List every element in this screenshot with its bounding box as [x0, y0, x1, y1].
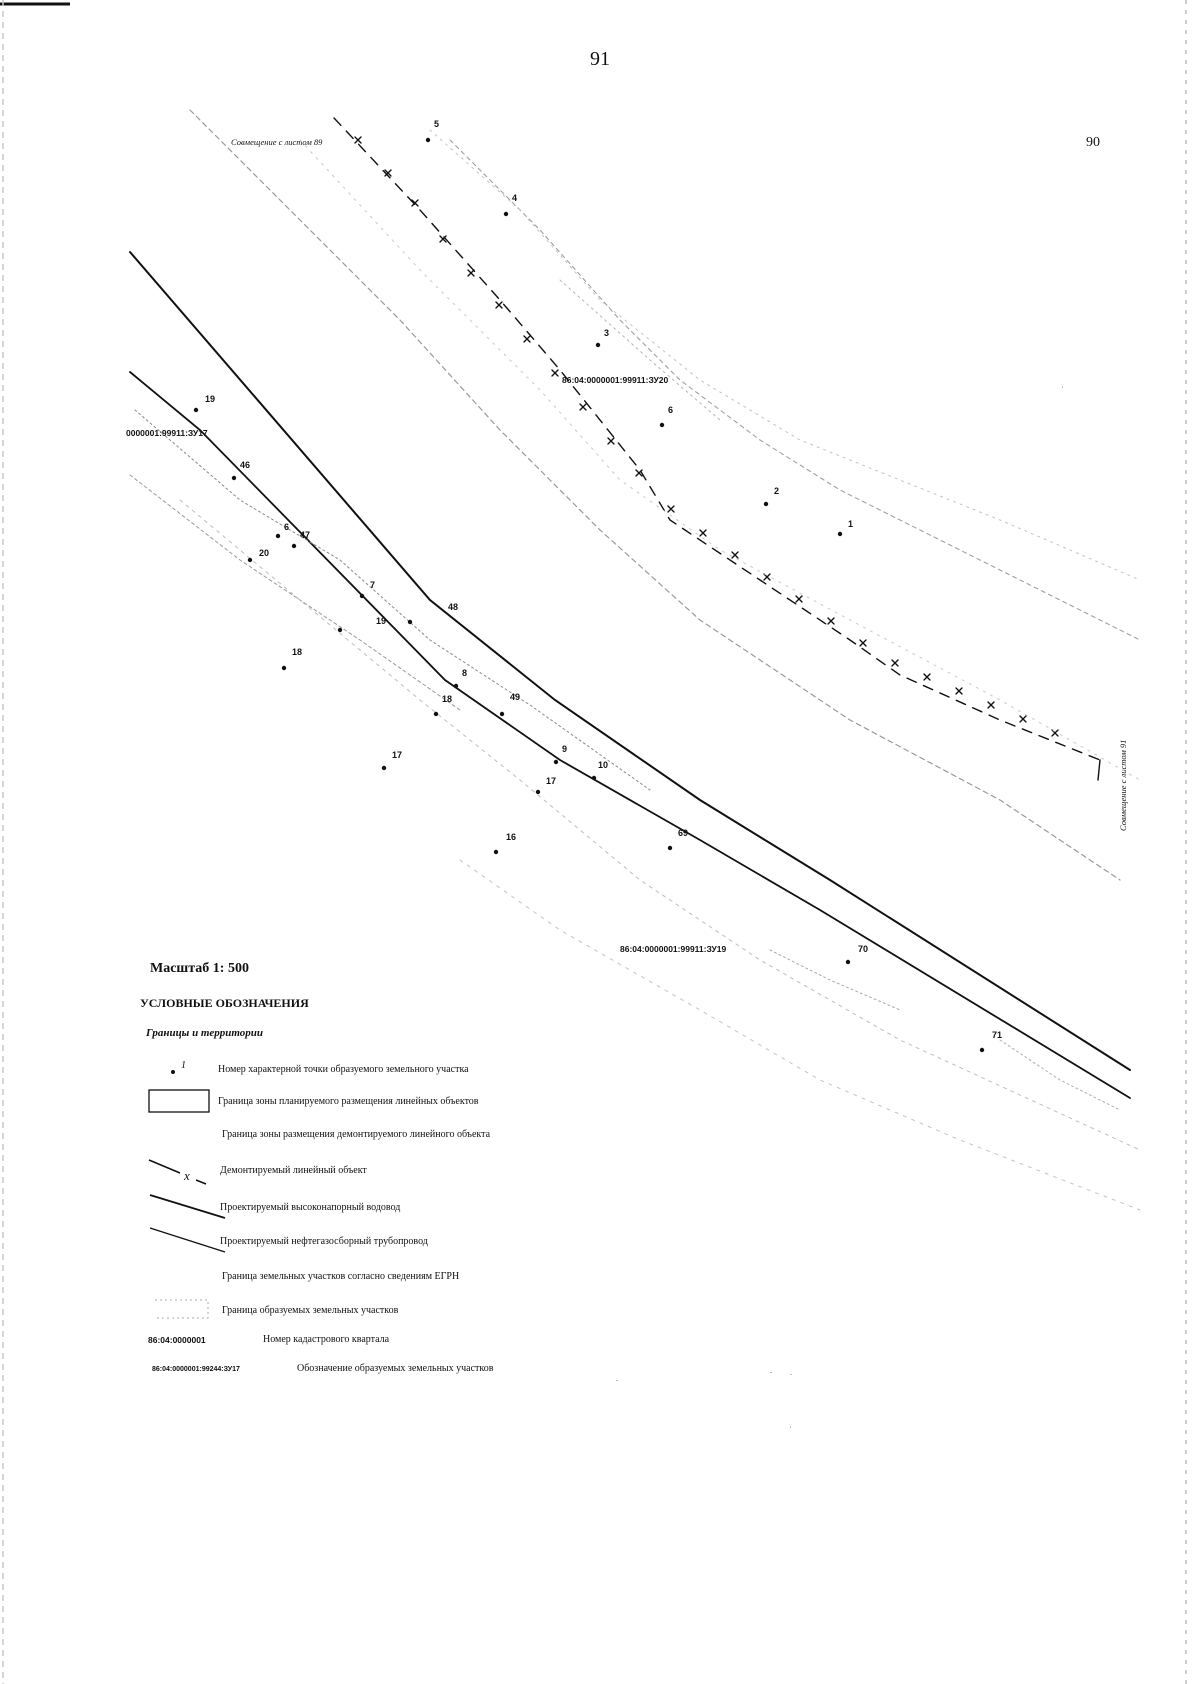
point-2: [764, 486, 779, 506]
legend-label-demolished-object: Демонтируемый линейный объект: [220, 1165, 367, 1176]
map-linework: [130, 110, 1140, 1210]
cadastral-label-zu19: 86:04:0000001:99911:ЗУ19: [620, 944, 727, 954]
point-19-left: [194, 394, 215, 412]
svg-text:47: 47: [300, 530, 311, 540]
legend-label-point: Номер характерной точки образуемого земельного участка: [218, 1064, 469, 1075]
svg-text:20: 20: [259, 548, 270, 558]
point-69: [668, 828, 688, 850]
planned-zone-boundary-lower: [130, 372, 1130, 1098]
demolished-object-crosses: [355, 137, 1058, 736]
legend-label-planned-zone: Граница зоны планируемого размещения линейных объектов: [218, 1096, 479, 1107]
scale-label: Масштаб 1: 500: [150, 961, 249, 976]
matching-note-top: Совмещение с листом 89: [231, 137, 323, 147]
svg-text:6: 6: [668, 405, 674, 415]
legend-symbol-point: 1: [181, 1060, 186, 1071]
legend-item-quarter-number: [148, 1334, 390, 1345]
point-18-left: [282, 647, 302, 670]
legend-item-planned-zone: [149, 1090, 479, 1112]
legend-symbol-quarter-code: 86:04:0000001: [148, 1335, 206, 1345]
point-10: [592, 760, 608, 780]
demolished-object-tail: [1098, 760, 1100, 780]
demolished-linear-object: [334, 118, 1100, 760]
svg-text:19: 19: [205, 394, 216, 404]
svg-text:48: 48: [448, 602, 459, 612]
svg-text:4: 4: [512, 193, 518, 203]
scan-specks: [616, 386, 1063, 1428]
point-1: [838, 519, 853, 536]
point-20: [248, 548, 269, 562]
cadastral-label-zu17: 0000001:99911:ЗУ17: [126, 428, 208, 438]
svg-text:7: 7: [370, 580, 376, 590]
legend-label-egrn-boundary: Граница земельных участков согласно сведениям ЕГРН: [222, 1271, 460, 1282]
projected-water-conduit-line: [130, 475, 460, 710]
legend-label-demolition-zone: Граница зоны размещения демонтируемого линейного объекта: [222, 1129, 491, 1140]
svg-text:71: 71: [992, 1030, 1003, 1040]
projected-pipeline-line: [135, 410, 650, 790]
svg-text:9: 9: [562, 744, 568, 754]
point-5: [426, 119, 439, 142]
point-48: [408, 602, 458, 624]
svg-text:8: 8: [462, 668, 468, 678]
svg-text:1: 1: [848, 519, 854, 529]
existing-line-grey-2: [450, 140, 1140, 640]
parcel-boundary-lower-2: [460, 860, 1140, 1210]
existing-line-grey-3: [560, 280, 720, 420]
svg-text:49: 49: [510, 692, 521, 702]
parcel-boundary-lower: [180, 500, 1140, 1150]
svg-text:10: 10: [598, 760, 609, 770]
legend: [140, 996, 494, 1374]
legend-item-demolished-object: [149, 1160, 367, 1184]
svg-text:18: 18: [442, 694, 453, 704]
svg-text:17: 17: [392, 750, 403, 760]
svg-text:17: 17: [546, 776, 557, 786]
svg-text:69: 69: [678, 828, 689, 838]
legend-item-parcel-designation: [152, 1363, 494, 1374]
cadastral-label-zu20: 86:04:0000001:99911:ЗУ20: [562, 375, 669, 385]
svg-text:19: 19: [376, 616, 387, 626]
legend-item-new-parcel-boundary: [155, 1300, 399, 1318]
point-49: [500, 692, 520, 716]
point-6-upper: [660, 405, 673, 427]
point-7: [360, 580, 375, 598]
svg-text:46: 46: [240, 460, 251, 470]
parcel-boundary-upper: [430, 130, 1140, 580]
point-71: [980, 1030, 1002, 1052]
adjacent-sheet-number: 90: [1086, 135, 1100, 150]
svg-text:16: 16: [506, 832, 517, 842]
legend-label-quarter-number: Номер кадастрового квартала: [263, 1334, 390, 1345]
point-70: [846, 944, 868, 964]
point-8: [454, 668, 467, 688]
svg-text:70: 70: [858, 944, 869, 954]
legend-symbol-cross: x: [184, 1168, 190, 1183]
point-16: [494, 832, 516, 854]
parcel-boundary-short-2: [1000, 1040, 1120, 1110]
point-6-lower: [276, 522, 289, 538]
svg-text:3: 3: [604, 328, 610, 338]
legend-item-pipeline: [150, 1228, 428, 1252]
svg-text:5: 5: [434, 119, 440, 129]
legend-item-demolition-zone: [222, 1129, 491, 1140]
legend-label-new-parcel-boundary: Граница образуемых земельных участков: [222, 1305, 399, 1316]
point-18: [434, 694, 452, 716]
point-3: [596, 328, 609, 347]
legend-title: УСЛОВНЫЕ ОБОЗНАЧЕНИЯ: [140, 996, 309, 1010]
point-17-left: [382, 750, 402, 770]
svg-text:6: 6: [284, 522, 290, 532]
svg-text:2: 2: [774, 486, 780, 496]
svg-text:18: 18: [292, 647, 303, 657]
legend-item-egrn-boundary: [222, 1271, 459, 1282]
legend-section: Границы и территории: [146, 1027, 263, 1039]
legend-item-water-conduit: [150, 1195, 400, 1218]
point-17: [536, 776, 556, 794]
legend-label-water-conduit: Проектируемый высоконапорный водовод: [220, 1202, 401, 1213]
matching-note-right: Совмещение с листом 91: [1118, 739, 1128, 831]
legend-label-parcel-designation: Обозначение образуемых земельных участков: [297, 1363, 494, 1374]
legend-label-pipeline: Проектируемый нефтегазосборный трубопровод: [220, 1236, 428, 1247]
legend-symbol-parcel-code: 86:04:0000001:99244:ЗУ17: [152, 1366, 240, 1373]
parcel-boundary-short: [770, 950, 900, 1010]
parcel-boundary-mid: [300, 140, 1140, 780]
page-number: 91: [590, 48, 610, 70]
legend-item-point-number: [171, 1060, 469, 1075]
